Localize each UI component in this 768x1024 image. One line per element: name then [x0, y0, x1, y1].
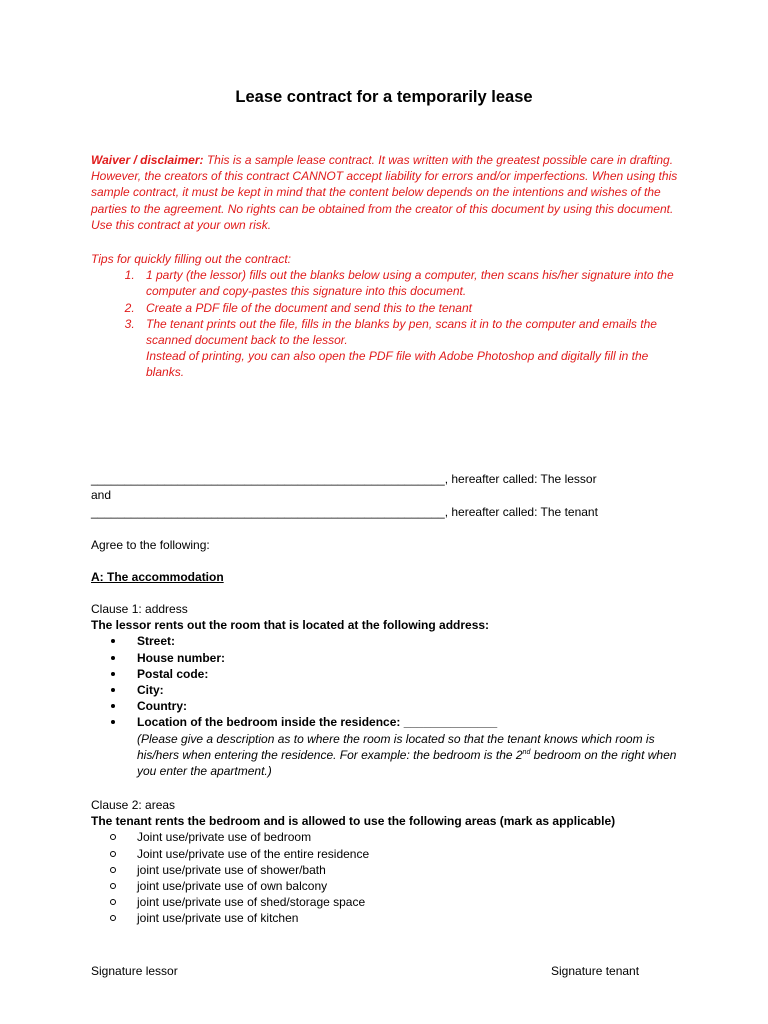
area-item[interactable]: joint use/private use of shed/storage space	[137, 894, 691, 910]
address-list	[91, 633, 681, 779]
tip-item: 2. Create a PDF file of the document and send this to the tenant	[138, 300, 681, 316]
disclaimer-label: Waiver / disclaimer:	[91, 153, 204, 167]
location-note	[137, 731, 681, 780]
area-item[interactable]: joint use/private use of shower/bath	[137, 862, 691, 878]
address-item-country: Country:	[137, 698, 681, 714]
disclaimer-paragraph	[91, 152, 681, 233]
location-label: Location of the bedroom inside the residence: ______________	[137, 715, 498, 730]
address-item-postal-code: Postal code:	[137, 666, 681, 682]
tips-list	[91, 267, 681, 380]
signature-lessor-label: Signature lessor	[91, 964, 178, 978]
clause-1-title: Clause 1: address	[91, 602, 188, 616]
address-item-location	[137, 714, 681, 779]
tip-item-extra: Instead of printing, you can also open the PDF file with Adobe Photoshop and digitally fill in the blanks.	[146, 349, 649, 380]
area-item[interactable]: joint use/private use of kitchen	[137, 910, 691, 926]
area-item[interactable]: Joint use/private use of bedroom	[137, 829, 691, 845]
clause-2-intro: The tenant rents the bedroom and is allowed to use the following areas (mark as applicable)	[91, 814, 616, 829]
tips-heading: Tips for quickly filling out the contract:	[91, 252, 291, 266]
tip-item	[138, 316, 681, 381]
areas-list	[91, 829, 691, 926]
lessor-line	[91, 471, 597, 487]
area-item[interactable]: joint use/private use of own balcony	[137, 878, 691, 894]
address-item-city: City:	[137, 682, 681, 698]
and-text: and	[91, 488, 112, 502]
lessor-suffix: , hereafter called: The lessor	[444, 472, 597, 486]
disclaimer-text: This is a sample lease contract. It was written with the greatest possible care in drafting. However, the creators of this contract CANNOT accept liability for errors and/or imperfections. When using this sample contract, it must be kept in mind that the content below depends on the intentions and wishes of the parties to the agreement. No rights can be obtained from the creator of this document by using this document. Use this contract at your own risk.	[91, 153, 678, 232]
lessor-blank[interactable]: _____________________________________________________	[91, 472, 445, 486]
tip-item-text: The tenant prints out the file, fills in the blanks by pen, scans it in to the computer and emails the scanned document back to the lessor.	[146, 316, 657, 348]
section-a-heading: A: The accommodation	[91, 570, 224, 584]
tenant-suffix: , hereafter called: The tenant	[444, 505, 598, 519]
location-note-part-b: bedroom on the right when you enter the apartment.)	[137, 747, 677, 779]
tenant-line	[91, 504, 598, 520]
signature-tenant-label: Signature tenant	[551, 964, 640, 978]
clause-2-title: Clause 2: areas	[91, 798, 176, 812]
page-title: Lease contract for a temporarily lease	[235, 88, 533, 106]
address-item-house-number: House number:	[137, 650, 681, 666]
clause-2	[91, 797, 691, 927]
location-note-sup: nd	[522, 748, 531, 756]
location-note-part-a: (Please give a description as to where the room is located so that the tenant knows which room is his/hers when entering the residence. For example: the bedroom is the 2	[137, 731, 655, 762]
agree-text: Agree to the following:	[91, 538, 210, 552]
tenant-blank[interactable]: _____________________________________________________	[91, 505, 445, 519]
address-item-street: Street:	[137, 633, 681, 649]
tip-item: 1. 1 party (the lessor) fills out the blanks below using a computer, then scans his/her signature into the computer and copy-pastes this signature into this document.	[138, 267, 681, 299]
clause-1	[91, 601, 681, 779]
area-item[interactable]: Joint use/private use of the entire residence	[137, 846, 691, 862]
clause-1-intro: The lessor rents out the room that is located at the following address:	[91, 618, 490, 633]
tips-section	[91, 251, 681, 381]
